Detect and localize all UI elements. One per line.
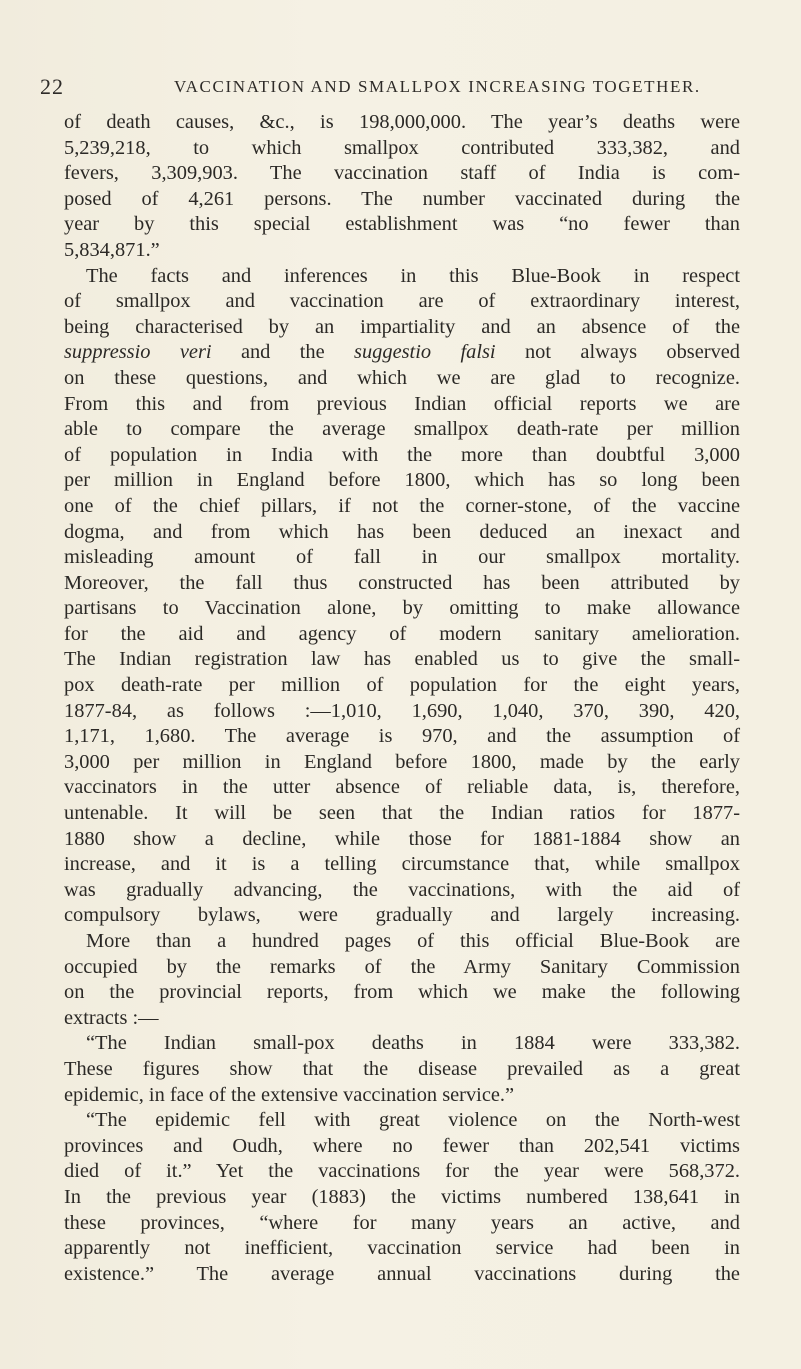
text-line: These figures show that the disease prevailed as a great [64, 1057, 740, 1080]
text-line: these provinces, “where for many years an active, and [64, 1211, 740, 1234]
text-line: 1877-84, as follows :—1,010, 1,690, 1,040, 370, 390, 420, [64, 699, 740, 722]
text-line: existence.” The average annual vaccinations during the [64, 1262, 740, 1285]
text-line: The facts and inferences in this Blue-Book in respect [86, 264, 740, 287]
text-line: partisans to Vaccination alone, by omitting to make allowance [64, 597, 740, 620]
text-line: per million in England before 1800, which has so long been [64, 469, 740, 492]
text-line: In the previous year (1883) the victims numbered 138,641 in [64, 1185, 740, 1208]
text-line: on the provincial reports, from which we make the following [64, 981, 740, 1004]
text-line: fevers, 3,309,903. The vaccination staff of India is com- [64, 162, 740, 185]
text-line: 3,000 per million in England before 1800, made by the early [64, 750, 740, 773]
text-line: dogma, and from which has been deduced an inexact and [64, 520, 740, 543]
text-line: More than a hundred pages of this official Blue-Book are [86, 930, 740, 952]
text-line: The Indian registration law has enabled us to give the small- [64, 648, 740, 671]
body-text [64, 110, 740, 1287]
text-line: for the aid and agency of modern sanitary amelioration. [64, 622, 740, 645]
text-line: one of the chief pillars, if not the corner-stone, of the vaccine [64, 494, 740, 517]
text-line: compulsory bylaws, were gradually and largely increasing. [64, 904, 740, 927]
text-line: on these questions, and which we are glad to recognize. [64, 366, 740, 389]
running-title: VACCINATION AND SMALLPOX INCREASING TOGETHER. [174, 77, 701, 96]
text-line: 1880 show a decline, while those for 1881-1884 show an [64, 827, 740, 850]
text-line: untenable. It will be seen that the Indian ratios for 1877- [64, 802, 740, 825]
text-line: able to compare the average smallpox death-rate per million [64, 418, 740, 441]
text-line: died of it.” Yet the vaccinations for the year were 568,372. [64, 1160, 740, 1183]
text-line: 5,239,218, to which smallpox contributed 333,382, and [64, 136, 740, 159]
text-line: From this and from previous Indian official reports we are [64, 392, 740, 415]
text-line: 5,834,871.” [64, 238, 160, 261]
text-line: year by this special establishment was “no fewer than [64, 213, 740, 236]
text-line: “The epidemic fell with great violence on the North-west [86, 1109, 740, 1132]
text-line: of population in India with the more than doubtful 3,000 [64, 443, 740, 466]
text-line: provinces and Oudh, where no fewer than 202,541 victims [64, 1134, 740, 1157]
page-number: 22 [40, 74, 64, 99]
text-line: misleading amount of fall in our smallpox mortality. [64, 546, 740, 569]
text-line: increase, and it is a telling circumstance that, while smallpox [64, 853, 740, 876]
text-line: occupied by the remarks of the Army Sanitary Commission [64, 955, 740, 978]
text-line: vaccinators in the utter absence of reliable data, is, therefore, [64, 776, 740, 799]
text-line: was gradually advancing, the vaccinations, with the aid of [64, 878, 740, 901]
text-line: posed of 4,261 persons. The number vaccinated during the [64, 187, 740, 210]
text-line: “The Indian small-pox deaths in 1884 were 333,382. [86, 1032, 740, 1055]
text-line: apparently not inefficient, vaccination service had been in [64, 1237, 740, 1260]
text-line: of death causes, &c., is 198,000,000. The year’s deaths were [64, 111, 740, 133]
text-line: suppressio veri and the suggestio falsi not always observed [64, 341, 741, 364]
text-line: epidemic, in face of the extensive vaccination service.” [64, 1083, 515, 1106]
text-line: 1,171, 1,680. The average is 970, and the assumption of [64, 725, 740, 748]
running-head [40, 74, 760, 106]
text-line: Moreover, the fall thus constructed has been attributed by [64, 571, 740, 594]
text-line: of smallpox and vaccination are of extraordinary interest, [64, 290, 740, 313]
text-line: being characterised by an impartiality and an absence of the [64, 315, 740, 338]
text-line: pox death-rate per million of population for the eight years, [64, 674, 740, 697]
text-line: extracts :— [64, 1006, 159, 1029]
